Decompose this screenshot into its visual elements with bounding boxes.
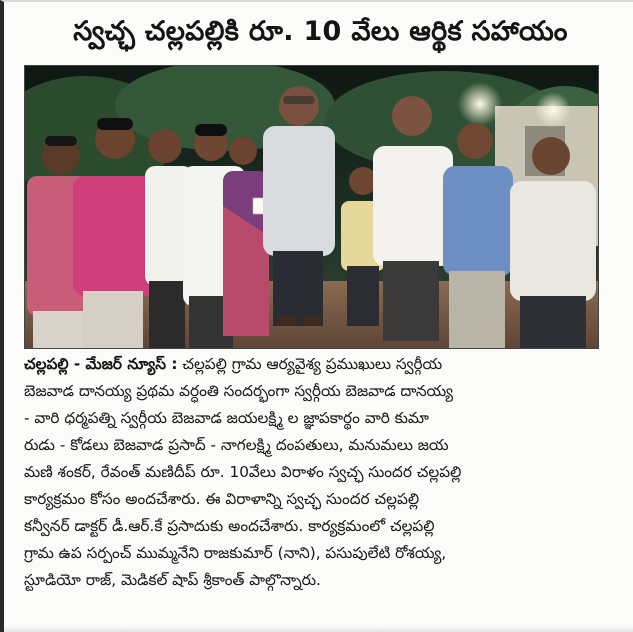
group-photo-icon [25, 66, 598, 348]
article-line-8: గ్రామ ఉప సర్పంచ్ ముమ్మనేని రాజకుమార్ (నాని), పసుపులేటి రోశయ్య, [24, 544, 447, 562]
dateline: చల్లపల్లి - మేజర్ న్యూస్ : [24, 355, 178, 373]
article-line-9: స్టూడియో రాజ్, మెడికల్ షాప్ శ్రీకాంత్ పాల్గొన్నారు. [24, 571, 321, 589]
article-line-5: మణి శంకర్, రేవంత్ మణిదీప్ రూ. 10వేలు విరాళం స్వచ్ఛ సుందర చల్లపల్లి [24, 463, 462, 481]
article-line-3: - వారి ధర్మపత్ని స్వర్గీయ బెజవాడ జయలక్ష్మి ల జ్ఞాపకార్థం వారి కుమా [24, 409, 430, 427]
article-text: చల్లపల్లి గ్రామ ఆర్యవైశ్య ప్రముఖులు స్వర్గీయ [177, 355, 443, 373]
headline: స్వచ్ఛ చల్లపల్లికి రూ. 10 వేలు ఆర్థిక సహాయం [73, 16, 568, 47]
article-line-4: రుడు - కోడలు బెజవాడ ప్రసాద్ - నాగలక్ష్మి దంపతులు, మనుమలు జయ [24, 436, 449, 454]
group-photo [24, 65, 599, 349]
article-line-2: బెజవాడ దానయ్య ప్రథమ వర్ధంతి సందర్భంగా స్వర్గీయ బెజవాడ దానయ్య [24, 382, 454, 400]
article-line-6: కార్యక్రమం కోసం అందచేశారు. ఈ విరాళాన్ని స్వచ్ఛ సుందర చల్లపల్లి [24, 490, 420, 508]
clipping-edge [4, 626, 633, 632]
article-line-1 [24, 351, 610, 378]
article-line-7: కన్వీనర్ డాక్టర్ డీ.ఆర్.కే ప్రసాదుకు అందచేశారు. కార్యక్రమంలో చల్లపల్లి [24, 517, 435, 535]
article-body [24, 351, 610, 594]
